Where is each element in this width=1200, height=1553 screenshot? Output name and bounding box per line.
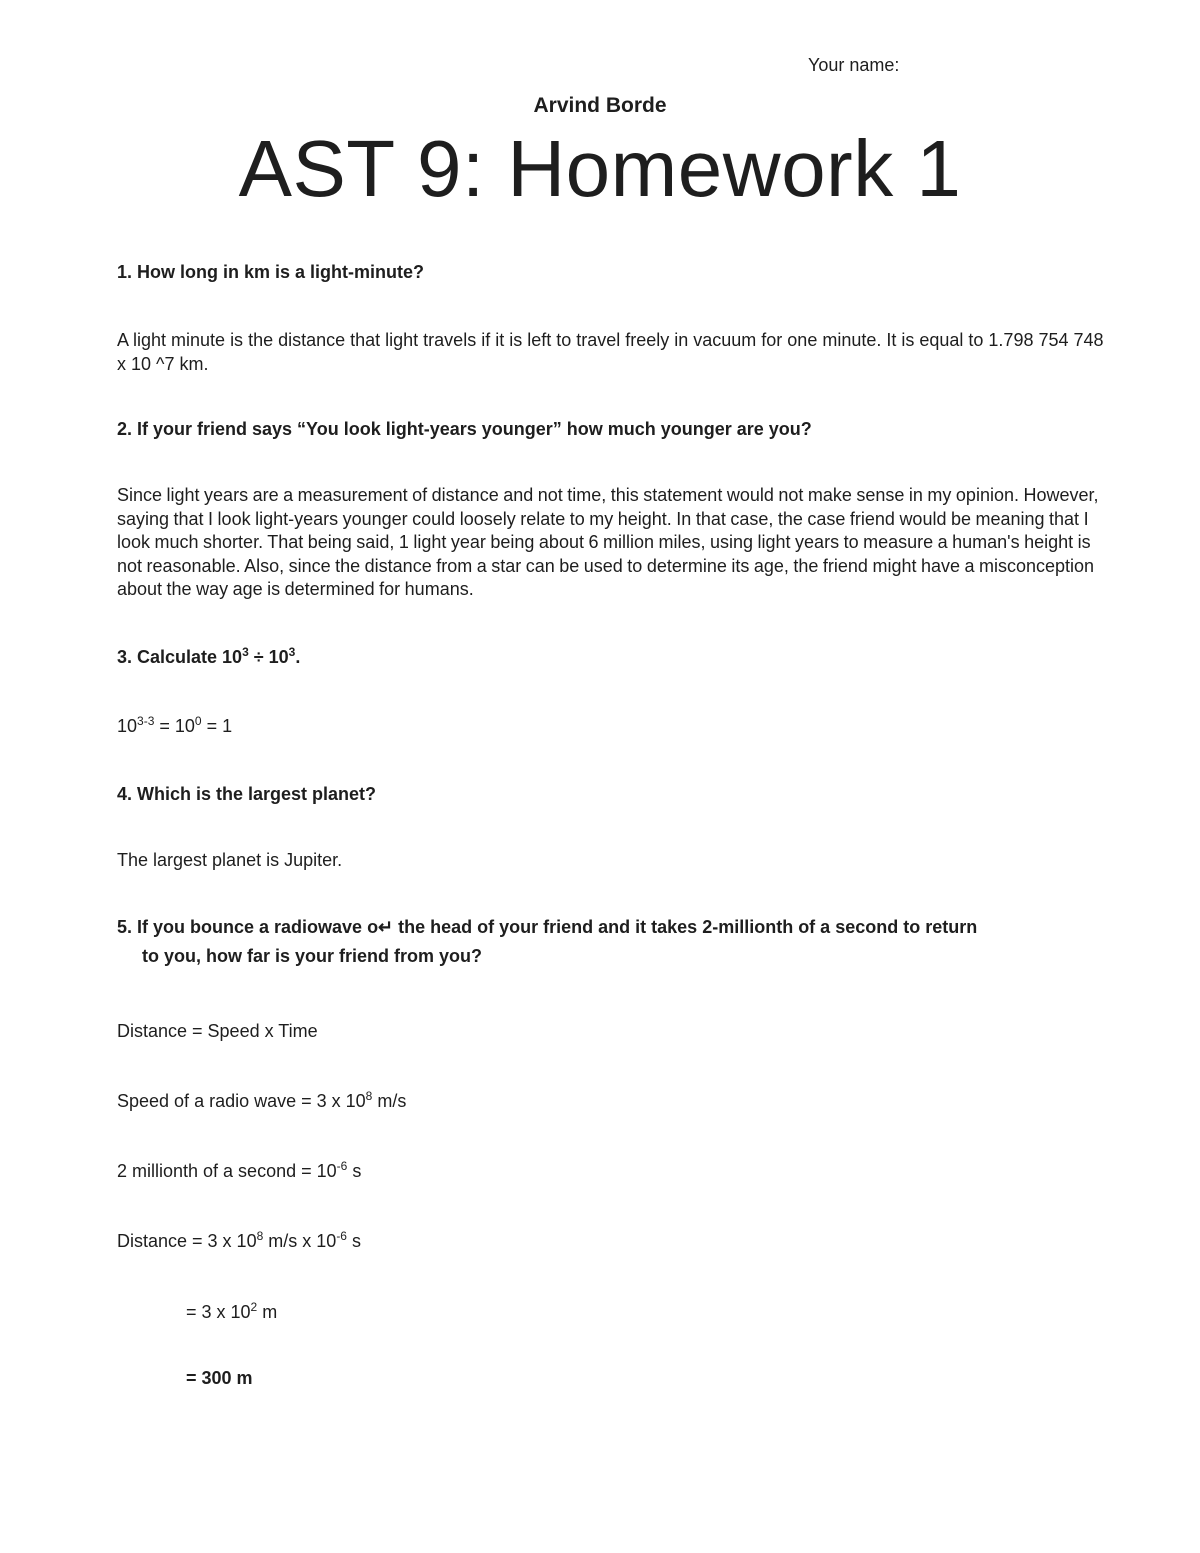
- question-5-line-2: to you, how far is your friend from you?: [142, 946, 483, 966]
- question-3-exponent-2: 3: [288, 645, 296, 659]
- distance-calculation: [117, 1231, 361, 1252]
- page-title: AST 9: Homework 1: [238, 124, 962, 213]
- calc-middle: m/s x 10: [263, 1231, 337, 1251]
- time-prefix: 2 millionth of a second = 10: [117, 1161, 337, 1181]
- speed-unit: m/s: [372, 1091, 407, 1111]
- your-name-label: Your name:: [808, 55, 900, 75]
- time-value: [117, 1161, 361, 1182]
- step-unit: m: [257, 1302, 278, 1322]
- question-3-prefix: 3. Calculate 10: [117, 647, 243, 667]
- question-3: [117, 647, 300, 668]
- question-1: 1. How long in km is a light-minute?: [117, 262, 425, 282]
- question-3-suffix: .: [295, 647, 301, 667]
- speed-prefix: Speed of a radio wave = 3 x 10: [117, 1091, 366, 1111]
- speed-exponent: 8: [365, 1089, 373, 1103]
- calc-exponent-1: 8: [256, 1229, 264, 1243]
- answer-2: Since light years are a measurement of distance and not time, this statement would not make sense in my opinion. However, saying that I look light-years younger could loosely relate to my height. In that case, the case friend would be meaning that I look much shorter. That being said, 1 light year being about 6 million miles, using light years to measure a human's height is not reasonable. Also, since the distance from a star can be used to determine its age, the friend might have a misconception about the way age is determined for humans.: [117, 485, 1099, 600]
- distance-result: = 300 m: [186, 1368, 253, 1388]
- answer-3-result: = 1: [201, 716, 233, 736]
- question-5-line-1: 5. If you bounce a radiowave o↵ the head of your friend and it takes 2-millionth of a second to return: [117, 917, 978, 937]
- question-2: 2. If your friend says “You look light-years younger” how much younger are you?: [117, 419, 812, 439]
- answer-3-exponent-1: 3-3: [137, 714, 155, 728]
- time-unit: s: [347, 1161, 362, 1181]
- step-exponent: 2: [250, 1300, 258, 1314]
- answer-4: The largest planet is Jupiter.: [117, 850, 343, 870]
- question-3-operator: ÷ 10: [248, 647, 289, 667]
- answer-1: A light minute is the distance that light travels if it is left to travel freely in vacuum for one minute. It is equal to 1.798 754 748 x 10 ^7 km.: [117, 330, 1104, 374]
- answer-3-middle: = 10: [154, 716, 195, 736]
- distance-formula: Distance = Speed x Time: [117, 1021, 318, 1041]
- calc-unit: s: [346, 1231, 361, 1251]
- question-4: 4. Which is the largest planet?: [117, 784, 377, 804]
- answer-3-base: 10: [117, 716, 138, 736]
- author-name: Arvind Borde: [533, 94, 667, 117]
- answer-3-exponent-2: 0: [194, 714, 202, 728]
- answer-3: [117, 716, 232, 737]
- radio-wave-speed: [117, 1091, 406, 1112]
- step-prefix: = 3 x 10: [186, 1302, 251, 1322]
- calc-prefix: Distance = 3 x 10: [117, 1231, 257, 1251]
- time-exponent: -6: [336, 1159, 348, 1173]
- question-3-exponent-1: 3: [242, 645, 249, 659]
- distance-step: [186, 1302, 277, 1323]
- calc-exponent-2: -6: [336, 1229, 347, 1243]
